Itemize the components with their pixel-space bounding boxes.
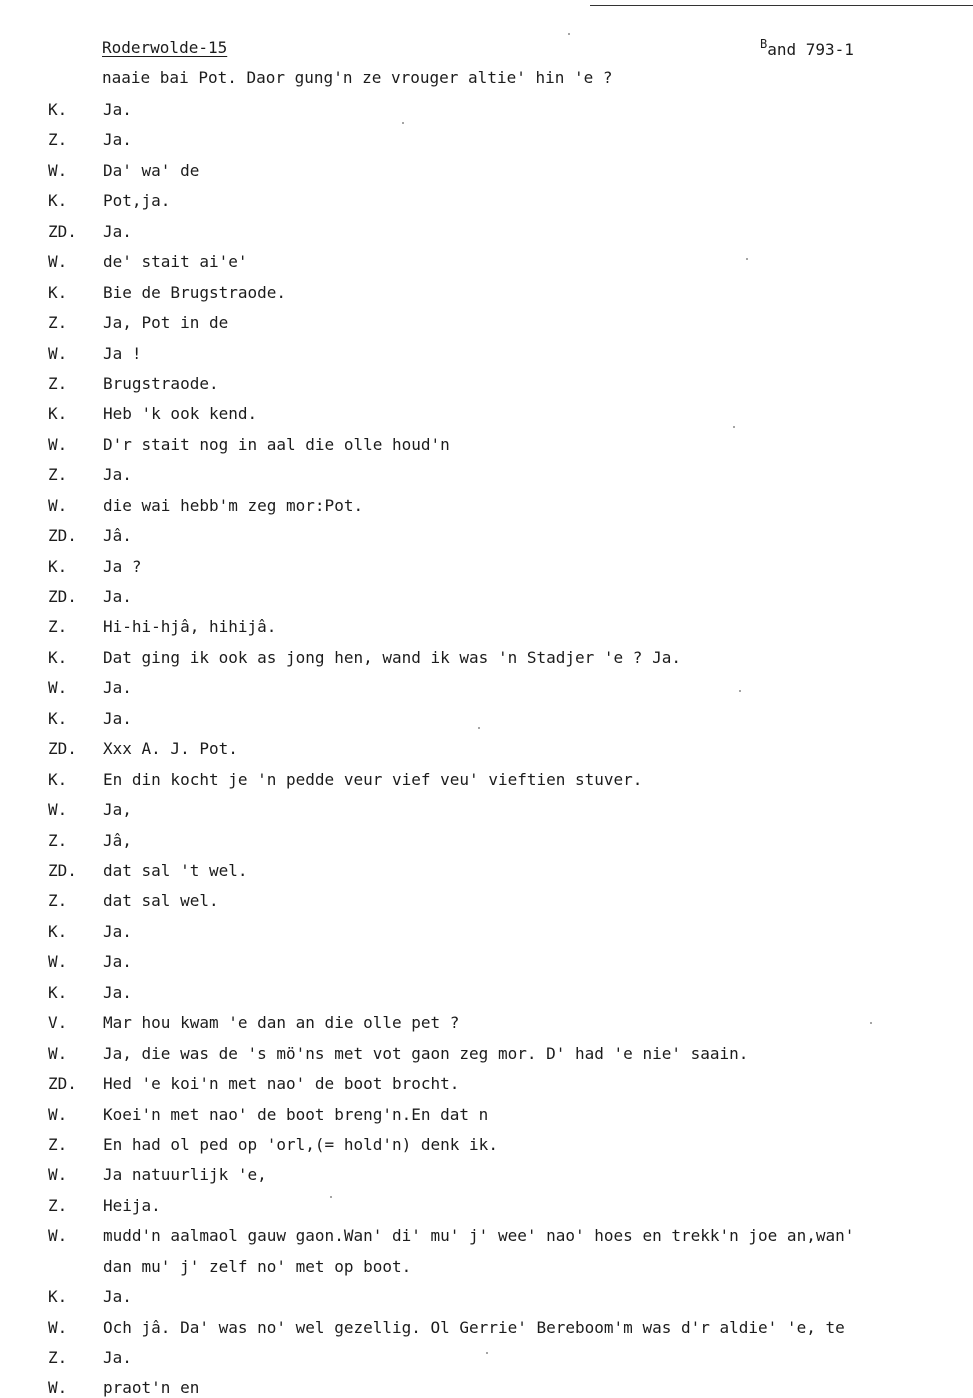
- utterance-text: Ja, Pot in de: [103, 313, 229, 332]
- transcript-line: [0, 222, 973, 242]
- utterance-text: Koei'n met nao' de boot breng'n.En dat n: [103, 1105, 489, 1124]
- utterance-text: Xxx A. J. Pot.: [103, 739, 238, 758]
- utterance-text: Ja.: [103, 130, 132, 149]
- utterance-text: Ja ?: [103, 557, 142, 576]
- speaker-label: K.: [48, 557, 68, 576]
- scan-speck: [733, 426, 735, 428]
- speaker-label: ZD.: [48, 222, 77, 241]
- utterance-text: Ja.: [103, 100, 132, 119]
- transcript-line: [0, 313, 973, 333]
- transcript-line: [0, 1257, 973, 1277]
- utterance-text: Mar hou kwam 'e dan an die olle pet ?: [103, 1013, 460, 1032]
- transcript-line: [0, 1013, 973, 1033]
- utterance-text: Ja natuurlijk 'e,: [103, 1165, 267, 1184]
- transcript-line: [0, 435, 973, 455]
- transcript-line: [0, 252, 973, 272]
- utterance-text: En din kocht je 'n pedde veur vief veu' vieftien stuver.: [103, 770, 643, 789]
- speaker-label: K.: [48, 191, 68, 210]
- utterance-text: mudd'n aalmaol gauw gaon.Wan' di' mu' j' wee' nao' hoes en trekk'n joe an,wan': [103, 1226, 855, 1245]
- speaker-label: K.: [48, 100, 68, 119]
- scan-speck: [478, 727, 480, 729]
- speaker-label: W.: [48, 678, 68, 697]
- transcript-line: [0, 1318, 973, 1338]
- utterance-text: Pot,ja.: [103, 191, 171, 210]
- utterance-text: Ja, die was de 's mö'ns met vot gaon zeg mor. D' had 'e nie' saain.: [103, 1044, 749, 1063]
- transcript-line: [0, 1135, 973, 1155]
- utterance-text: Ja.: [103, 587, 132, 606]
- page-top-rule: [590, 5, 973, 6]
- speaker-label: W.: [48, 496, 68, 515]
- transcript-line: [0, 557, 973, 577]
- speaker-label: W.: [48, 252, 68, 271]
- speaker-label: ZD.: [48, 861, 77, 880]
- utterance-text: Hi-hi-hjâ, hihijâ.: [103, 617, 277, 636]
- transcript-line: [0, 374, 973, 394]
- speaker-label: Z.: [48, 313, 68, 332]
- speaker-label: K.: [48, 648, 68, 667]
- speaker-label: K.: [48, 770, 68, 789]
- utterance-text: Ja.: [103, 1348, 132, 1367]
- utterance-text: die wai hebb'm zeg mor:Pot.: [103, 496, 364, 515]
- transcript-line: [0, 130, 973, 150]
- speaker-label: W.: [48, 1378, 68, 1397]
- transcript-line: [0, 983, 973, 1003]
- utterance-text: Heija.: [103, 1196, 161, 1215]
- speaker-label: W.: [48, 800, 68, 819]
- utterance-text: Ja.: [103, 678, 132, 697]
- speaker-label: W.: [48, 161, 68, 180]
- transcript-line: [0, 952, 973, 972]
- transcript-line: [0, 617, 973, 637]
- transcript-line: [0, 1226, 973, 1246]
- utterance-text: Brugstraode.: [103, 374, 219, 393]
- speaker-label: Z.: [48, 1196, 68, 1215]
- utterance-text: Bie de Brugstraode.: [103, 283, 287, 302]
- speaker-label: Z.: [48, 617, 68, 636]
- utterance-text: de' stait ai'e': [103, 252, 248, 271]
- speaker-label: K.: [48, 983, 68, 1002]
- speaker-label: W.: [48, 1044, 68, 1063]
- transcript-line: [0, 770, 973, 790]
- transcript-line: [0, 891, 973, 911]
- transcript-line: [0, 161, 973, 181]
- speaker-label: W.: [48, 1165, 68, 1184]
- transcript-line: [0, 100, 973, 120]
- transcript-line: [0, 191, 973, 211]
- utterance-text: Heb 'k ook kend.: [103, 404, 258, 423]
- transcript-line: [0, 861, 973, 881]
- speaker-label: Z.: [48, 891, 68, 910]
- utterance-text: praot'n en: [103, 1378, 200, 1397]
- speaker-label: W.: [48, 344, 68, 363]
- transcript-line: [0, 344, 973, 364]
- scan-speck: [402, 122, 404, 124]
- transcript-line: [0, 709, 973, 729]
- utterance-text: dan mu' j' zelf no' met op boot.: [103, 1257, 412, 1276]
- speaker-label: Z.: [48, 1135, 68, 1154]
- scan-speck: [568, 33, 570, 35]
- speaker-label: Z.: [48, 465, 68, 484]
- utterance-text: dat sal 't wel.: [103, 861, 248, 880]
- transcript-line: [0, 526, 973, 546]
- speaker-label: K.: [48, 1287, 68, 1306]
- speaker-label: Z.: [48, 374, 68, 393]
- speaker-label: ZD.: [48, 1074, 77, 1093]
- scan-speck: [739, 690, 741, 692]
- transcript-line: [0, 587, 973, 607]
- speaker-label: W.: [48, 952, 68, 971]
- transcript-line: [0, 1378, 973, 1398]
- transcript-line: [0, 1348, 973, 1368]
- speaker-label: W.: [48, 1226, 68, 1245]
- document-title: Roderwolde-15: [102, 38, 228, 57]
- utterance-text: Och jâ. Da' was no' wel gezellig. Ol Gerrie' Bereboom'm was d'r aldie' 'e, te: [103, 1318, 845, 1337]
- utterance-text: Ja,: [103, 800, 132, 819]
- speaker-label: K.: [48, 922, 68, 941]
- band-initial: B: [760, 37, 768, 51]
- transcript-line: [0, 1196, 973, 1216]
- utterance-text: Ja.: [103, 709, 132, 728]
- transcript-line: [0, 800, 973, 820]
- utterance-text: dat sal wel.: [103, 891, 219, 910]
- speaker-label: ZD.: [48, 739, 77, 758]
- speaker-label: Z.: [48, 1348, 68, 1367]
- transcript-line: [0, 1165, 973, 1185]
- transcript-line: [0, 831, 973, 851]
- scan-speck: [330, 1196, 332, 1198]
- transcript-line: [0, 648, 973, 668]
- speaker-label: Z.: [48, 130, 68, 149]
- utterance-text: Ja !: [103, 344, 142, 363]
- transcript-line: [0, 739, 973, 759]
- utterance-text: Ja.: [103, 952, 132, 971]
- transcript-line: [0, 1287, 973, 1307]
- intro-line: naaie bai Pot. Daor gung'n ze vrouger altie' hin 'e ?: [102, 68, 613, 87]
- transcript-line: [0, 465, 973, 485]
- band-rest: and 793-1: [767, 40, 854, 59]
- speaker-label: W.: [48, 435, 68, 454]
- utterance-text: Jâ.: [103, 526, 132, 545]
- transcript-line: [0, 678, 973, 698]
- band-number: [760, 37, 854, 59]
- speaker-label: W.: [48, 1105, 68, 1124]
- scan-speck: [870, 1022, 872, 1024]
- utterance-text: Jâ,: [103, 831, 132, 850]
- transcript-line: [0, 404, 973, 424]
- scan-speck: [486, 1352, 488, 1354]
- utterance-text: Ja.: [103, 983, 132, 1002]
- utterance-text: Ja.: [103, 465, 132, 484]
- transcript-line: [0, 1074, 973, 1094]
- speaker-label: W.: [48, 1318, 68, 1337]
- utterance-text: Ja.: [103, 922, 132, 941]
- transcript-line: [0, 496, 973, 516]
- transcript-line: [0, 283, 973, 303]
- speaker-label: ZD.: [48, 526, 77, 545]
- transcript-line: [0, 1105, 973, 1125]
- transcript-line: [0, 922, 973, 942]
- speaker-label: K.: [48, 709, 68, 728]
- scan-speck: [746, 258, 748, 260]
- speaker-label: ZD.: [48, 587, 77, 606]
- transcript-line: [0, 1044, 973, 1064]
- utterance-text: En had ol ped op 'orl,(= hold'n) denk ik.: [103, 1135, 498, 1154]
- utterance-text: Hed 'e koi'n met nao' de boot brocht.: [103, 1074, 460, 1093]
- utterance-text: Da' wa' de: [103, 161, 200, 180]
- speaker-label: Z.: [48, 831, 68, 850]
- utterance-text: Ja.: [103, 222, 132, 241]
- speaker-label: K.: [48, 283, 68, 302]
- speaker-label: V.: [48, 1013, 68, 1032]
- utterance-text: Ja.: [103, 1287, 132, 1306]
- speaker-label: K.: [48, 404, 68, 423]
- utterance-text: Dat ging ik ook as jong hen, wand ik was 'n Stadjer 'e ? Ja.: [103, 648, 681, 667]
- utterance-text: D'r stait nog in aal die olle houd'n: [103, 435, 450, 454]
